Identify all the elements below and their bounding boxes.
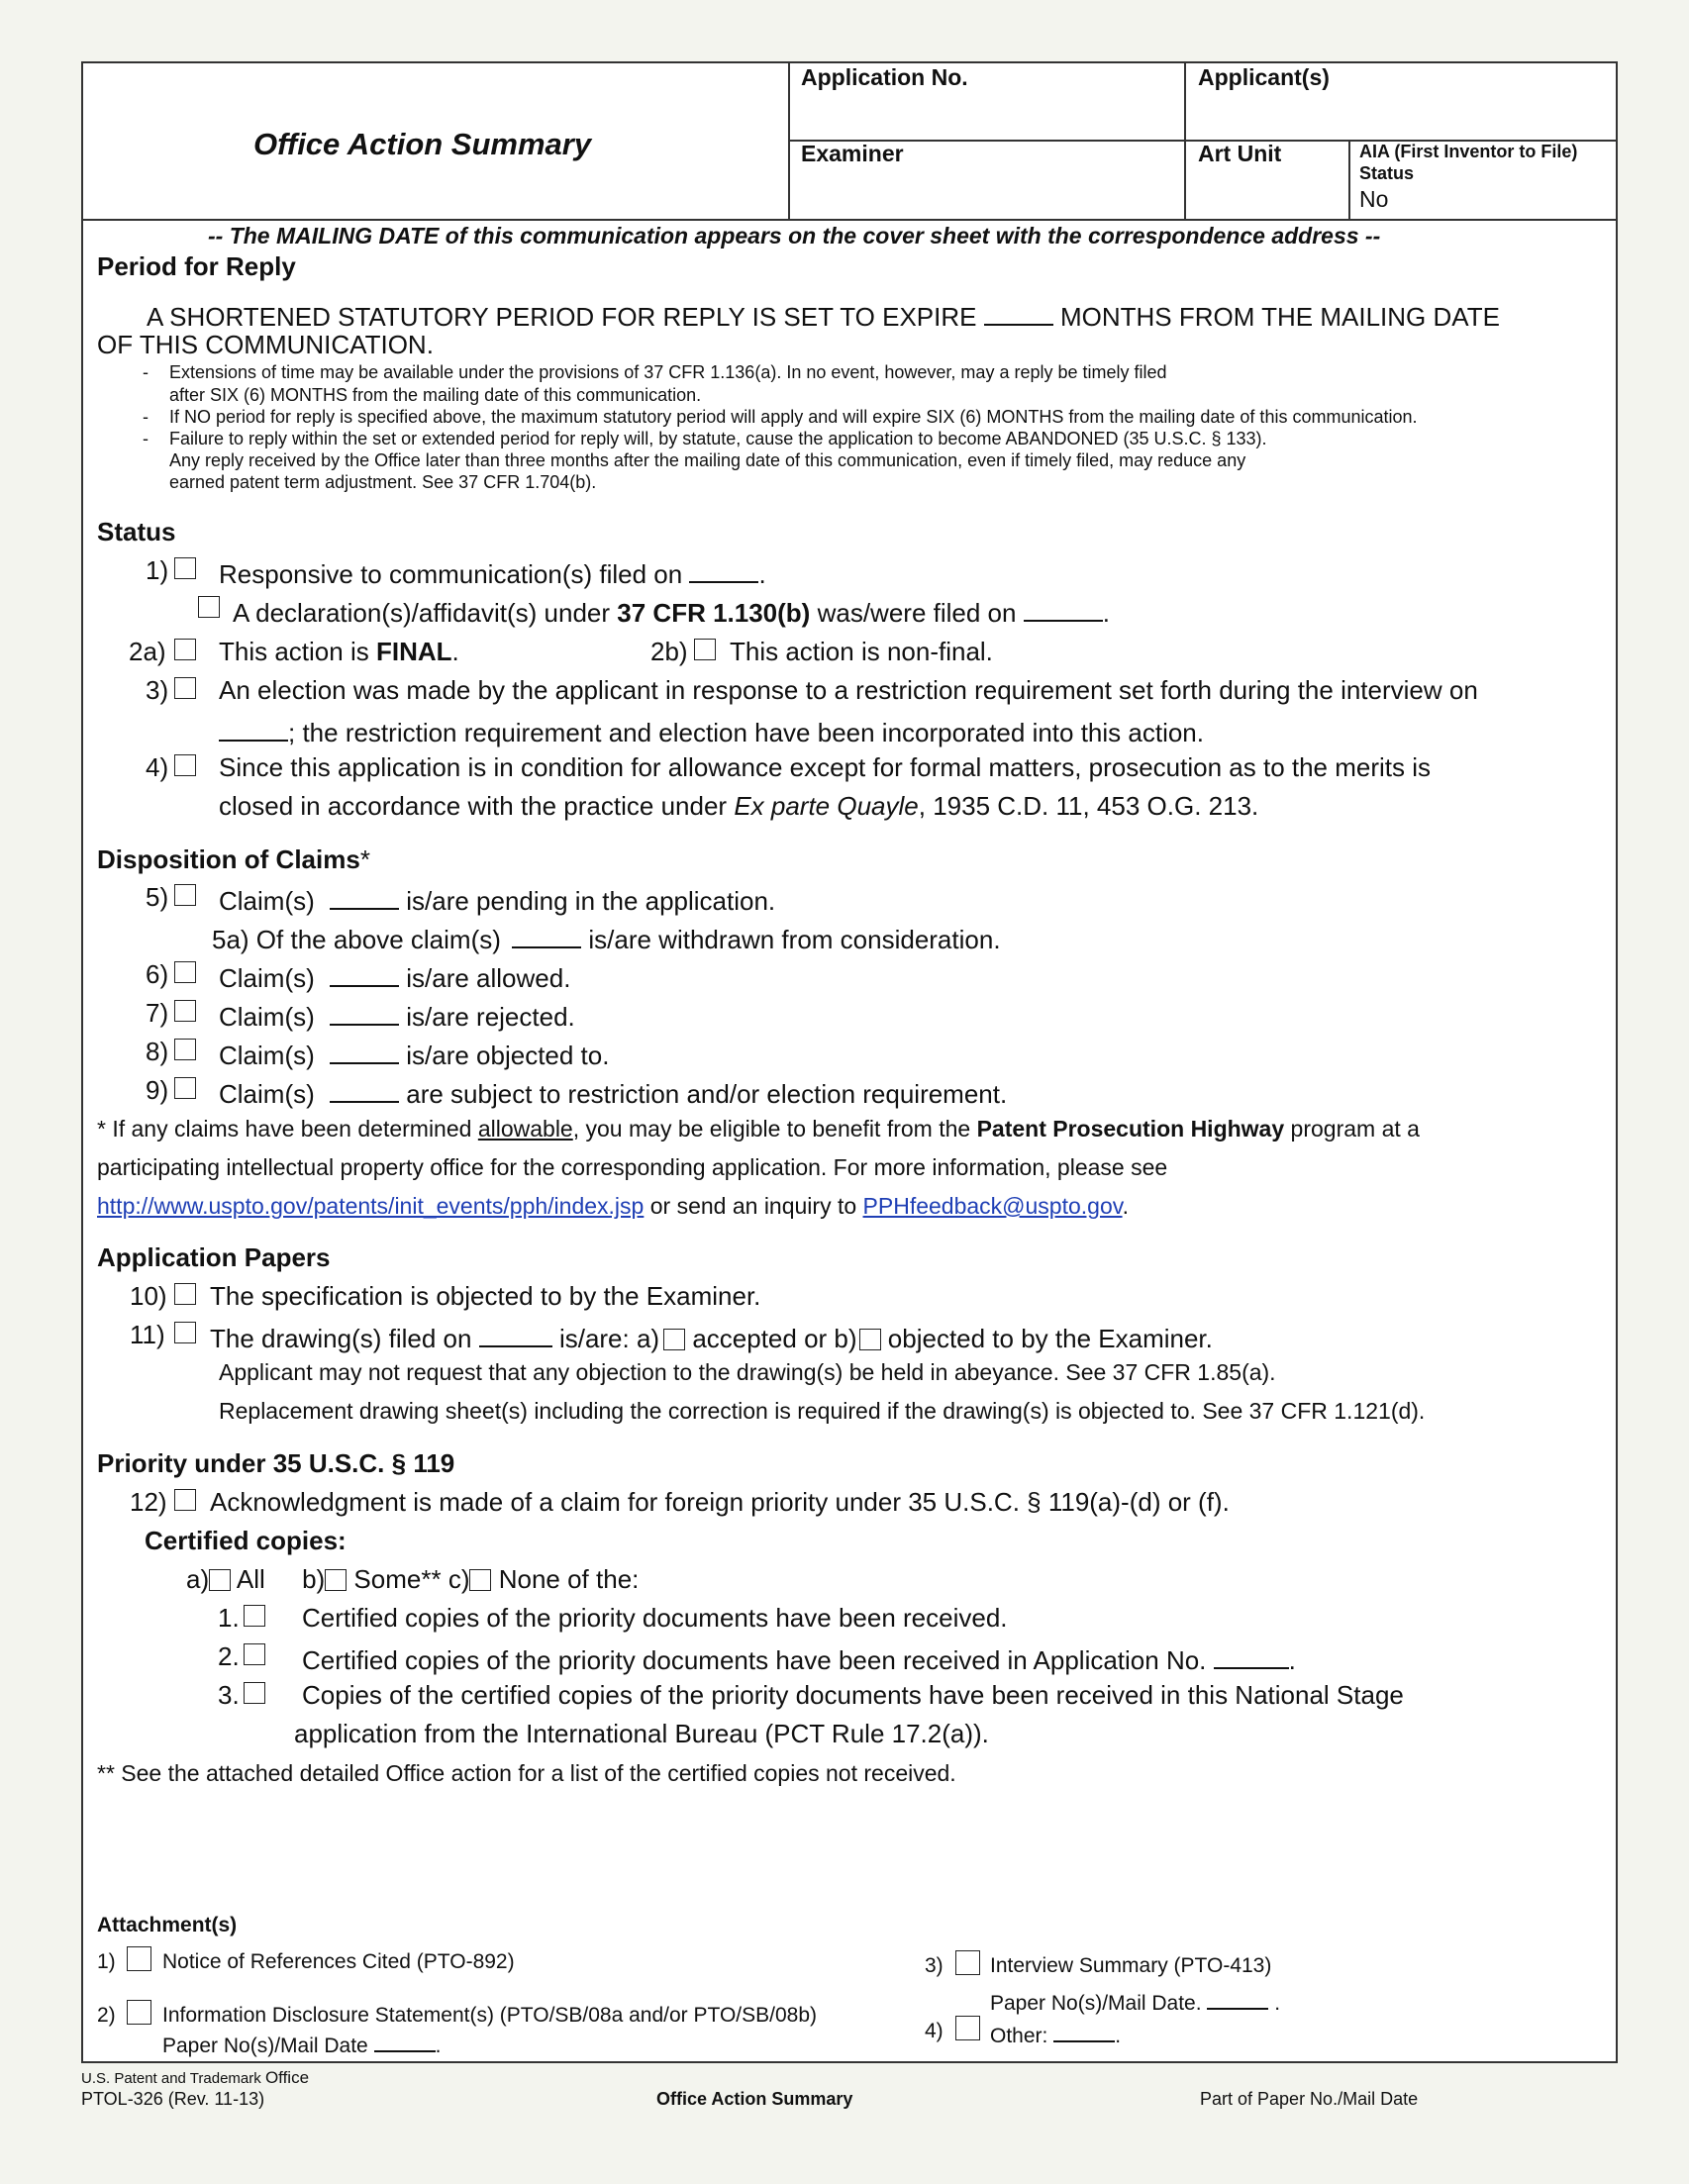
claims-item-6-word: Claim(s): [219, 963, 315, 993]
footer-agency: [81, 2068, 309, 2088]
attachment-4-blank[interactable]: [1053, 2020, 1115, 2042]
attachment-3-blank[interactable]: [1207, 1987, 1268, 2010]
claims-item-5-label: is/are pending in the application.: [406, 886, 776, 916]
status-item-1b-label2: was/were filed on: [817, 598, 1017, 628]
certified-sub-3-num: 3.: [218, 1680, 240, 1710]
claims-item-6-checkbox[interactable]: [174, 961, 196, 983]
priority-heading: Priority under 35 U.S.C. § 119: [97, 1448, 455, 1478]
period-note-dash-2: -: [143, 407, 149, 427]
pph-note-c: program at a: [1290, 1116, 1420, 1142]
status-item-1-end: .: [758, 559, 766, 589]
attachment-3-sub-label: Paper No(s)/Mail Date.: [990, 1992, 1202, 2015]
aia-status-value: No: [1359, 186, 1389, 212]
status-item-4-num: 4): [146, 752, 169, 782]
priority-item-12-num: 12): [130, 1487, 167, 1517]
certified-sub-2-checkbox[interactable]: [244, 1643, 265, 1665]
header-divider-3: [1348, 140, 1350, 220]
certified-sub-2-num: 2.: [218, 1641, 240, 1671]
claims-item-9-num: 9): [146, 1075, 169, 1105]
pph-note-line2: participating intellectual property office for the corresponding application. For more information, please see: [97, 1154, 1168, 1180]
certified-sub-2-blank[interactable]: [1214, 1641, 1289, 1669]
status-item-1-label: Responsive to communication(s) filed on: [219, 559, 683, 589]
claims-item-5a-label2: is/are withdrawn from consideration.: [588, 925, 1001, 954]
certified-options: [186, 1564, 639, 1595]
status-item-4-line1: Since this application is in condition for allowance except for formal matters, prosecution as to the merits is: [219, 752, 1432, 782]
claims-item-6-label: is/are allowed.: [406, 963, 571, 993]
certified-option-a-checkbox[interactable]: [209, 1569, 231, 1591]
papers-item-11-accepted: accepted or b): [692, 1324, 857, 1353]
status-item-2a-checkbox[interactable]: [174, 639, 196, 660]
aia-label-line1: AIA (First Inventor to File): [1359, 142, 1578, 161]
footer-form-number: PTOL-326 (Rev. 11-13): [81, 2089, 265, 2109]
certified-sub-2-text: [302, 1641, 1296, 1676]
attachment-4-text: [990, 2020, 1121, 2048]
period-note-2: If NO period for reply is specified above, the maximum statutory period will apply and will expire SIX (6) MONTHS from the mailing date of this communication.: [169, 407, 1418, 427]
period-note-3-cont: Any reply received by the Office later than three months after the mailing date of this communication, even if timely filed, may reduce any: [169, 450, 1246, 470]
certified-option-c-checkbox[interactable]: [469, 1569, 491, 1591]
attachment-1-checkbox[interactable]: [127, 1946, 151, 1971]
period-note-1: Extensions of time may be available under the provisions of 37 CFR 1.136(a). In no event, however, may a reply be timely filed: [169, 362, 1167, 382]
papers-item-10-num: 10): [130, 1281, 167, 1311]
attachment-3-text: Interview Summary (PTO-413): [990, 1954, 1272, 1977]
status-item-4-checkbox[interactable]: [174, 754, 196, 776]
certified-option-c-label: c): [447, 1564, 470, 1594]
papers-item-10-checkbox[interactable]: [174, 1283, 196, 1305]
period-months-blank[interactable]: [984, 298, 1053, 326]
claims-item-8-blank[interactable]: [330, 1037, 399, 1064]
pph-note-a: * If any claims have been determined: [97, 1116, 472, 1142]
claims-heading: [97, 844, 370, 875]
priority-item-12-text: Acknowledgment is made of a claim for foreign priority under 35 U.S.C. § 119(a)-(d) or (f).: [210, 1487, 1230, 1517]
status-item-2a-text: [219, 637, 459, 667]
pph-email-link[interactable]: PPHfeedback@uspto.gov: [862, 1193, 1123, 1219]
period-note-3: Failure to reply within the set or extended period for reply will, by statute, cause the application to become ABANDONED (35 U.S.C. § 133).: [169, 429, 1267, 448]
claims-item-5-blank[interactable]: [330, 882, 399, 910]
attachment-2-sub: [162, 2030, 441, 2058]
status-item-2b-num: 2b): [650, 637, 688, 666]
certified-option-a-text: All: [236, 1564, 265, 1594]
period-note-3-cont2: earned patent term adjustment. See 37 CFR 1.704(b).: [169, 472, 597, 492]
claims-item-5-checkbox[interactable]: [174, 884, 196, 906]
certified-sub-1-num: 1.: [218, 1603, 240, 1633]
pph-note-program: Patent Prosecution Highway: [976, 1116, 1285, 1142]
status-item-3-line2-text: ; the restriction requirement and election have been incorporated into this action.: [288, 718, 1204, 747]
status-item-1-blank[interactable]: [689, 555, 758, 583]
footer-agency-b: Office: [264, 2068, 310, 2087]
claims-item-5a-text: [212, 921, 1001, 955]
pph-note-allowable: allowable: [477, 1116, 573, 1142]
attachment-1-text: Notice of References Cited (PTO-892): [162, 1950, 515, 1973]
applicants-label: Applicant(s): [1198, 64, 1330, 90]
pph-note-inquiry: or send an inquiry to: [649, 1193, 857, 1219]
papers-item-11-text: [210, 1320, 1213, 1354]
papers-item-11-checkbox[interactable]: [174, 1322, 196, 1343]
status-item-1b-blank[interactable]: [1024, 594, 1103, 622]
claims-item-6-num: 6): [146, 959, 169, 989]
claims-item-7-word: Claim(s): [219, 1002, 315, 1032]
certified-option-b-checkbox[interactable]: [325, 1569, 347, 1591]
papers-item-11-blank[interactable]: [479, 1320, 552, 1347]
papers-heading: Application Papers: [97, 1242, 331, 1272]
attachment-3-sub: [990, 1987, 1280, 2016]
aia-label-line2: Status: [1359, 163, 1415, 183]
claims-item-8-word: Claim(s): [219, 1041, 315, 1070]
claims-item-5a-label: 5a) Of the above claim(s): [212, 925, 501, 954]
period-line1-a: A SHORTENED STATUTORY PERIOD FOR REPLY IS SET TO EXPIRE: [147, 302, 977, 332]
period-line1: [147, 298, 1500, 333]
status-item-4-line2: [219, 791, 1258, 822]
certified-option-a-label: a): [186, 1564, 210, 1594]
pph-note-line1: [97, 1116, 1420, 1142]
claims-item-8-checkbox[interactable]: [174, 1039, 196, 1060]
attachment-2-num: 2): [97, 2004, 116, 2027]
claims-item-9-text: [219, 1075, 1007, 1110]
papers-item-11-isare: is/are: a): [558, 1324, 660, 1353]
footer-center-title: Office Action Summary: [656, 2089, 853, 2109]
status-item-1-text: [219, 555, 766, 590]
claims-item-8-num: 8): [146, 1037, 169, 1066]
status-item-2a-end: .: [451, 637, 459, 666]
claims-item-7-num: 7): [146, 998, 169, 1028]
certified-sub-3-line2: application from the International Bureau (PCT Rule 17.2(a)).: [294, 1719, 989, 1748]
certified-option-b-text: Some**: [353, 1564, 442, 1594]
period-note-dash-1: -: [143, 362, 149, 382]
pph-link[interactable]: http://www.uspto.gov/patents/init_events/pph/index.jsp: [97, 1193, 645, 1219]
papers-item-11-objected: objected to by the Examiner.: [887, 1324, 1213, 1353]
claims-item-8-label: is/are objected to.: [406, 1041, 610, 1070]
attachment-3-sub-end: .: [1274, 1992, 1281, 2015]
status-item-1b-checkbox[interactable]: [198, 596, 220, 618]
claims-item-9-checkbox[interactable]: [174, 1077, 196, 1099]
art-unit-label: Art Unit: [1198, 141, 1282, 166]
claims-item-7-label: is/are rejected.: [406, 1002, 575, 1032]
period-line1-b: MONTHS FROM THE MAILING DATE: [1059, 302, 1500, 332]
status-item-3-checkbox[interactable]: [174, 677, 196, 699]
papers-item-11-label: The drawing(s) filed on: [210, 1324, 472, 1353]
claims-item-9-word: Claim(s): [219, 1079, 315, 1109]
attachment-2-checkbox[interactable]: [127, 2000, 151, 2025]
priority-item-12-checkbox[interactable]: [174, 1489, 196, 1511]
certified-sub-2-label: Certified copies of the priority documents have been received in Application No.: [302, 1645, 1207, 1675]
status-item-2b-text: This action is non-final.: [730, 637, 993, 666]
attachments-heading: Attachment(s): [97, 1914, 238, 1936]
attachment-4-checkbox[interactable]: [955, 2016, 980, 2040]
claims-heading-text: Disposition of Claims: [97, 844, 360, 874]
certified-sub-1-checkbox[interactable]: [244, 1605, 265, 1627]
certified-sub-3-line1: Copies of the certified copies of the priority documents have been received in this National Stage: [302, 1680, 1404, 1710]
status-item-4-line2-b: , 1935 C.D. 11, 453 O.G. 213.: [918, 791, 1259, 821]
claims-item-5-text: [219, 882, 775, 917]
claims-item-5a-blank[interactable]: [512, 921, 581, 948]
claims-item-9-blank[interactable]: [330, 1075, 399, 1103]
status-item-4-line2-a: closed in accordance with the practice under: [219, 791, 728, 821]
attachment-3-num: 3): [925, 1954, 944, 1977]
claims-item-5-word: Claim(s): [219, 886, 315, 916]
status-item-2a-final: FINAL: [375, 637, 452, 666]
status-item-3-blank[interactable]: [219, 714, 288, 742]
papers-note-1: Applicant may not request that any objection to the drawing(s) be held in abeyance. See 37 CFR 1.85(a).: [219, 1359, 1276, 1385]
attachment-3-checkbox[interactable]: [955, 1950, 980, 1975]
claims-item-7-text: [219, 998, 575, 1033]
period-heading: Period for Reply: [97, 251, 296, 281]
claims-heading-star: *: [359, 844, 370, 874]
period-note-1-cont: after SIX (6) MONTHS from the mailing date of this communication.: [169, 385, 702, 405]
attachment-2-text: Information Disclosure Statement(s) (PTO/SB/08a and/or PTO/SB/08b): [162, 2004, 818, 2027]
status-item-2a-label: This action is: [219, 637, 369, 666]
attachment-2-sub-label: Paper No(s)/Mail Date: [162, 2035, 368, 2057]
application-no-label: Application No.: [801, 64, 968, 90]
claims-item-7-blank[interactable]: [330, 998, 399, 1026]
certified-sub-1-text: Certified copies of the priority documents have been received.: [302, 1603, 1008, 1633]
papers-item-10-text: The specification is objected to by the Examiner.: [210, 1281, 761, 1311]
status-item-1b-label: A declaration(s)/affidavit(s) under: [233, 598, 611, 628]
pph-note-b: , you may be eligible to benefit from the: [572, 1116, 971, 1142]
status-item-1-num: 1): [146, 555, 169, 585]
footer-agency-a: U.S. Patent and Trademark: [81, 2070, 261, 2087]
status-item-3-line1: An election was made by the applicant in response to a restriction requirement set forth during the interview on: [219, 675, 1478, 705]
period-line2: OF THIS COMMUNICATION.: [97, 330, 434, 359]
claims-item-9-label: are subject to restriction and/or election requirement.: [406, 1079, 1008, 1109]
attachment-4-end: .: [1115, 2025, 1122, 2047]
examiner-label: Examiner: [801, 141, 904, 166]
certified-option-b-label: b): [302, 1564, 326, 1594]
status-item-1b-rule: 37 CFR 1.130(b): [617, 598, 811, 628]
claims-item-6-blank[interactable]: [330, 959, 399, 987]
status-heading: Status: [97, 517, 176, 546]
certified-sub-3-checkbox[interactable]: [244, 1682, 265, 1704]
mailing-date-note: -- The MAILING DATE of this communication appears on the cover sheet with the correspondence address --: [208, 223, 1381, 248]
status-item-1b-text: [233, 594, 1110, 629]
pph-note-line3: [97, 1193, 1129, 1220]
papers-item-11-num: 11): [130, 1320, 165, 1349]
header-bottom-rule: [81, 219, 1618, 221]
period-note-dash-3: -: [143, 429, 149, 448]
pph-note-end: .: [1122, 1193, 1129, 1219]
status-item-2b-checkbox[interactable]: [694, 639, 716, 660]
attachment-4-num: 4): [925, 2020, 944, 2042]
certified-copies-heading: Certified copies:: [145, 1526, 347, 1555]
attachment-1-num: 1): [97, 1950, 116, 1973]
papers-item-11a-checkbox[interactable]: [663, 1329, 685, 1350]
status-item-4-case-name: Ex parte Quayle: [734, 791, 919, 821]
status-item-3-line2: [219, 714, 1204, 748]
certified-option-c-text: None of the:: [498, 1564, 640, 1594]
form-title: Office Action Summary: [253, 127, 592, 161]
status-item-1-checkbox[interactable]: [174, 557, 196, 579]
claims-item-8-text: [219, 1037, 609, 1071]
claims-item-6-text: [219, 959, 570, 994]
certified-copies-note: ** See the attached detailed Office action for a list of the certified copies not received.: [97, 1760, 956, 1786]
status-item-2a-num: 2a): [129, 637, 166, 666]
attachment-2-sub-end: .: [435, 2035, 442, 2057]
attachment-4-label: Other:: [990, 2025, 1048, 2047]
footer-paper-number: Part of Paper No./Mail Date: [1200, 2089, 1419, 2109]
status-item-3-num: 3): [146, 675, 169, 705]
papers-item-11b-checkbox[interactable]: [859, 1329, 881, 1350]
attachment-2-blank[interactable]: [374, 2030, 436, 2052]
claims-item-5-num: 5): [146, 882, 169, 912]
claims-item-7-checkbox[interactable]: [174, 1000, 196, 1022]
papers-note-2: Replacement drawing sheet(s) including the correction is required if the drawing(s) is objected to. See 37 CFR 1.121(d).: [219, 1398, 1426, 1424]
status-item-1b-end: .: [1102, 598, 1110, 628]
certified-sub-2-end: .: [1288, 1645, 1296, 1675]
